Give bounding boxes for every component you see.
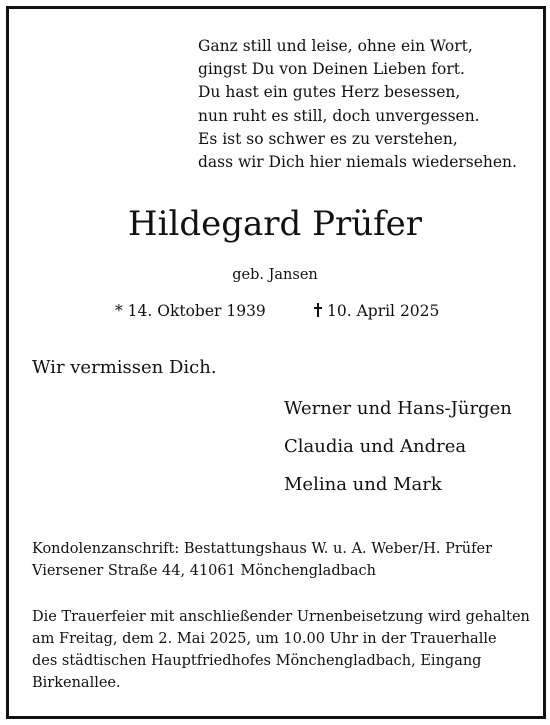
family-entry: Melina und Mark [284,474,442,495]
ceremony-line: Birkenallee. [32,675,121,691]
poem-line: nun ruht es still, doch unvergessen. [198,106,480,125]
family-list [284,390,512,504]
birth-date: * 14. Oktober 1939 [115,302,266,320]
poem-line: Es ist so schwer es zu verstehen, [198,129,458,148]
ceremony-info [32,606,530,694]
condolence-line: Kondolenzanschrift: Bestattungshaus W. u. A. Weber/H. Prüfer [32,541,493,557]
birth-name: geb. Jansen [232,267,318,283]
family-entry: Werner und Hans-Jürgen [284,398,512,419]
death-date-line [314,300,439,322]
poem-line: gingst Du von Deinen Lieben fort. [198,60,465,79]
poem-line: Du hast ein gutes Herz besessen, [198,83,461,102]
poem-line: Ganz still und leise, ohne ein Wort, [198,37,473,55]
poem-line: dass wir Dich hier niemals wiedersehen. [198,153,517,172]
ceremony-line: des städtischen Hauptfriedhofes Mönchengladbach, Eingang [32,653,482,669]
cross-icon [314,303,322,317]
death-date: 10. April 2025 [327,302,440,320]
condolence-line: Viersener Straße 44, 41061 Mönchengladbach [32,563,376,579]
ceremony-line: am Freitag, dem 2. Mai 2025, um 10.00 Uhr in der Trauerhalle [32,631,497,647]
family-entry: Claudia und Andrea [284,436,467,457]
message: Wir vermissen Dich. [32,357,217,378]
ceremony-line: Die Trauerfeier mit anschließender Urnenbeisetzung wird gehalten [32,609,530,625]
condolence-address [32,538,492,582]
deceased-name: Hildegard Prüfer [127,204,423,244]
poem [198,35,517,174]
